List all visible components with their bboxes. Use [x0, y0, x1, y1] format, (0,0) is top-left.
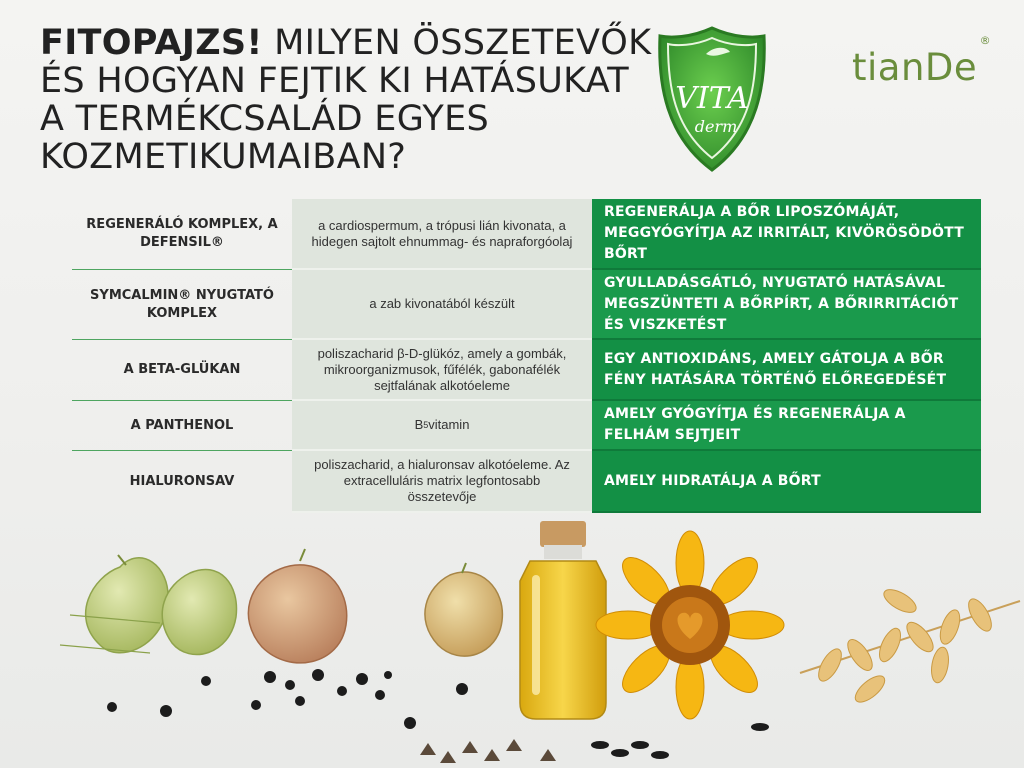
ingredient-source: a cardiospermum, a trópusi lián kivonata, a hidegen sajtolt ehnummag- és napraforgóolaj — [292, 199, 592, 270]
ingredient-name: A BETA-GLÜKAN — [72, 340, 292, 401]
table-row — [72, 199, 981, 270]
registered-mark: ® — [979, 34, 992, 47]
headline-line-1: FITOPAJZS! MILYEN ÖSSZETEVŐK — [40, 23, 652, 63]
headline-line-4: KOZMETIKUMAIBAN? — [40, 137, 407, 177]
brand-logo — [852, 34, 992, 89]
ingredient-effect: AMELY HIDRATÁLJA A BŐRT — [592, 451, 981, 513]
ingredient-source: poliszacharid β-D-glükóz, amely a gombák, mikroorganizmusok, fűfélék, gabonafélék sejtfalának alkotóeleme — [292, 340, 592, 401]
vitamin-word: vitamin — [428, 417, 470, 432]
headline-line-2: ÉS HOGYAN FEJTIK KI HATÁSUKAT — [40, 61, 629, 101]
ingredient-source: a zab kivonatából készült — [292, 270, 592, 340]
table-row — [72, 340, 981, 401]
ingredient-effect: AMELY GYÓGYÍTJA ÉS REGENERÁLJA A FELHÁM SEJTJEIT — [592, 401, 981, 451]
seeds — [107, 669, 769, 759]
ingredient-source: poliszacharid, a hialuronsav alkotóeleme. Az extracelluláris matrix legfontosabb összetevője — [292, 451, 592, 513]
buckwheat-seeds — [420, 739, 556, 763]
table-row — [72, 451, 981, 513]
balloon-vine-pods — [60, 549, 502, 663]
table-row — [72, 401, 981, 451]
ingredient-name: REGENERÁLÓ KOMPLEX, A DEFENSIL® — [72, 199, 292, 270]
table-row — [72, 270, 981, 340]
headline-line-3: A TERMÉKCSALÁD EGYES — [40, 99, 490, 139]
page-headline — [40, 23, 652, 177]
ingredient-source — [292, 401, 592, 451]
vitamin-letter: B — [414, 417, 424, 432]
oat-ears — [800, 585, 1020, 707]
sunflower — [596, 531, 784, 719]
leaf-shield-icon — [656, 24, 768, 174]
ingredient-effect: REGENERÁLJA A BŐR LIPOSZÓMÁJÁT, MEGGYÓGYÍTJA AZ IRRITÁLT, KIVÖRÖSÖDÖTT BŐRT — [592, 199, 981, 270]
ingredient-name: A PANTHENOL — [72, 401, 292, 451]
brand-name: tianDe — [852, 46, 978, 89]
ingredient-effect: EGY ANTIOXIDÁNS, AMELY GÁTOLJA A BŐR FÉNY HATÁSÁRA TÖRTÉNŐ ELŐREGEDÉSÉT — [592, 340, 981, 401]
oil-bottle — [520, 521, 606, 719]
logo-vita-text: VITA — [675, 81, 749, 116]
logo-derm-text: derm — [694, 117, 738, 136]
ingredient-effect: GYULLADÁSGÁTLÓ, NYUGTATÓ HATÁSÁVAL MEGSZÜNTETI A BŐRPÍRT, A BŐRIRRITÁCIÓT ÉS VISZKETÉST — [592, 270, 981, 340]
ingredient-name: SYMCALMIN® NYUGTATÓ KOMPLEX — [72, 270, 292, 340]
ingredients-illustration — [0, 505, 1024, 768]
vitamin-subscript: 5 — [423, 420, 429, 430]
ingredient-name: HIALURONSAV — [129, 474, 235, 489]
headline-emphasis: FITOPAJZS! — [40, 23, 263, 63]
ingredients-table — [72, 199, 981, 513]
